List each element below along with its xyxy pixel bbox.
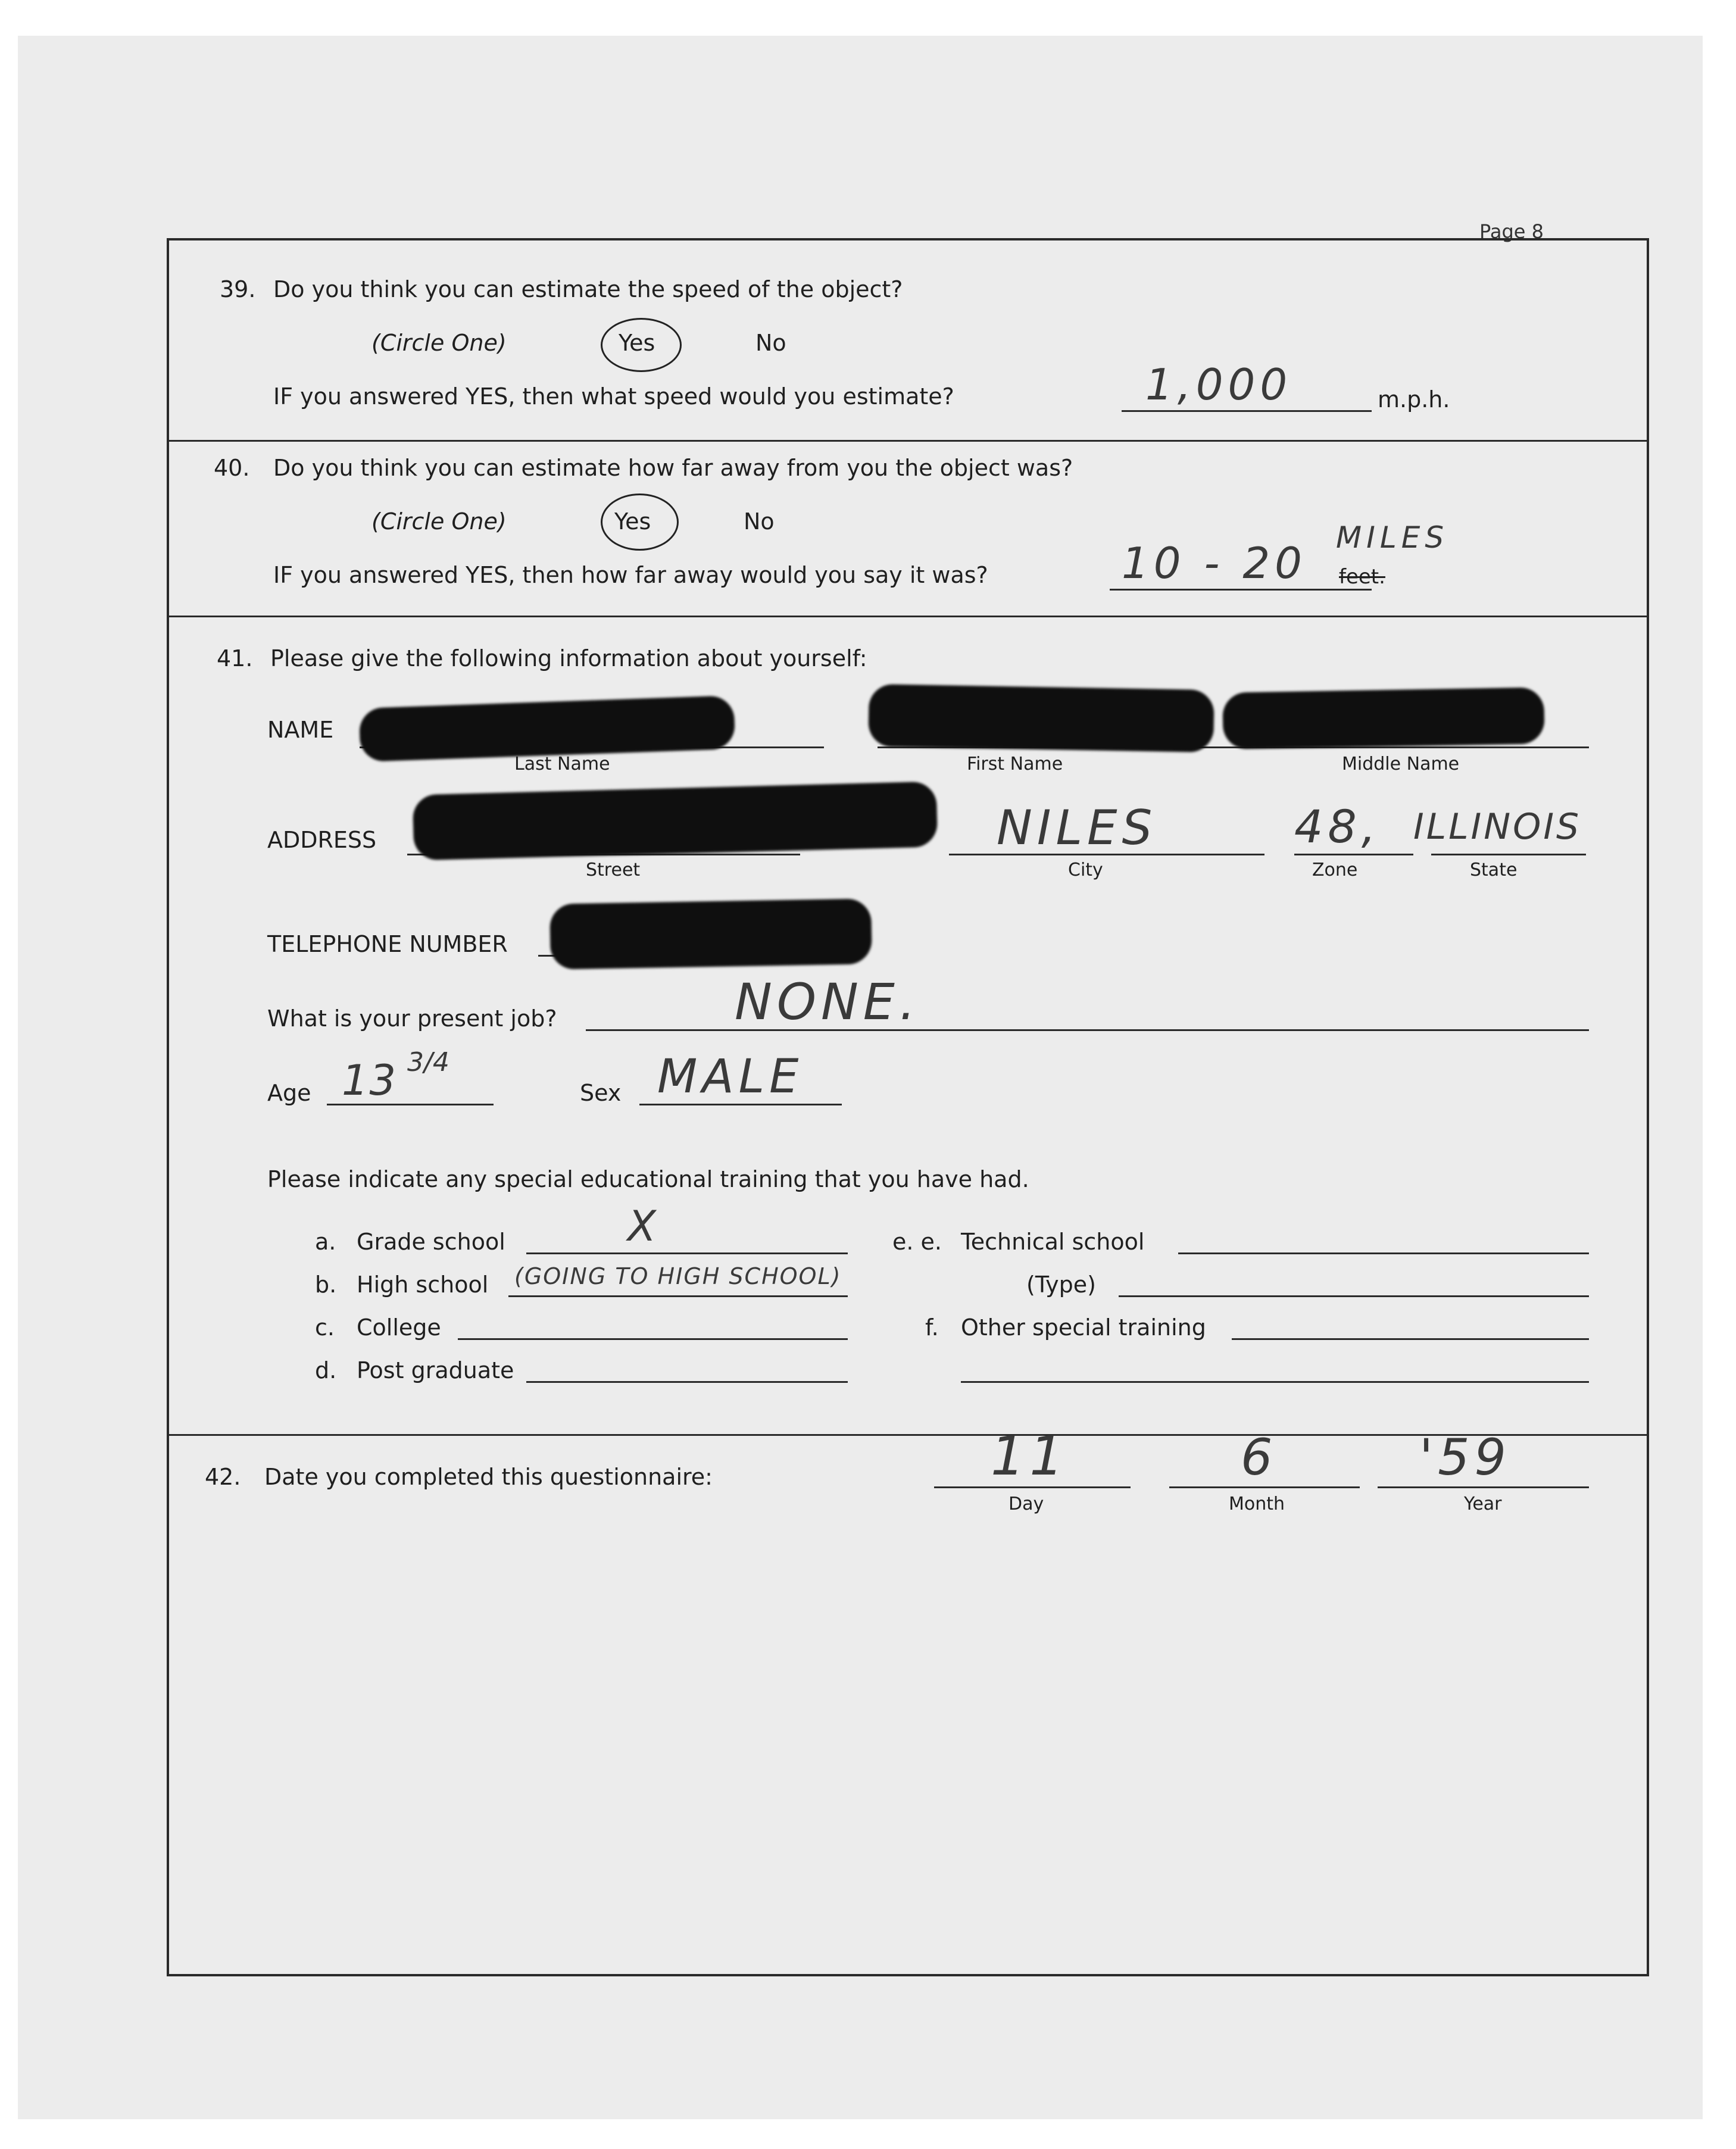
month-label: Month (1229, 1494, 1285, 1514)
city-label: City (1068, 860, 1103, 880)
month-line (1169, 1486, 1360, 1488)
grade-school-line (526, 1252, 848, 1254)
state-line (1431, 854, 1586, 855)
q42-question: Date you completed this questionnaire: (264, 1464, 713, 1490)
college-line[interactable] (458, 1338, 848, 1340)
sex-label: Sex (580, 1080, 622, 1106)
q39-answer-line (1122, 410, 1372, 412)
post-graduate-line[interactable] (526, 1381, 848, 1383)
q39-circle-label: (Circle One) (371, 330, 507, 356)
q39-unit: m.p.h. (1378, 386, 1450, 413)
q40-distance-unit: MILES (1336, 520, 1449, 555)
city-value[interactable]: NILES (997, 800, 1157, 855)
edu-d-letter: d. (315, 1357, 337, 1383)
grade-school-value[interactable]: X (627, 1202, 661, 1251)
edu-f-letter: f. (925, 1314, 939, 1341)
edu-e-letter: e. e. (892, 1229, 942, 1255)
q40-circle-label: (Circle One) (371, 508, 507, 535)
education-intro: Please indicate any special educational training that you have had. (267, 1166, 1029, 1192)
form-box (167, 238, 1649, 1976)
age-value[interactable]: 13 (342, 1056, 398, 1105)
edu-b-label: High school (357, 1272, 489, 1298)
job-value[interactable]: NONE. (735, 973, 920, 1031)
first-name-label: First Name (967, 754, 1063, 774)
q40-yes-option[interactable]: Yes (614, 508, 651, 535)
telephone-label: TELEPHONE NUMBER (267, 931, 508, 957)
street-label: Street (586, 860, 641, 880)
edu-c-label: College (357, 1314, 441, 1341)
last-name-label: Last Name (514, 754, 610, 774)
high-school-line (508, 1295, 848, 1297)
questionnaire-sheet (18, 36, 1703, 2119)
q39-yes-option[interactable]: Yes (619, 330, 655, 356)
q40-number: 40. (214, 455, 250, 481)
state-label: State (1470, 860, 1518, 880)
edu-a-letter: a. (315, 1229, 336, 1255)
edu-b-letter: b. (315, 1272, 337, 1298)
sex-value[interactable]: MALE (657, 1050, 804, 1104)
day-value[interactable]: 11 (991, 1425, 1069, 1488)
zone-label: Zone (1312, 860, 1358, 880)
name-label: NAME (267, 717, 334, 743)
state-value[interactable]: ILLINOIS (1413, 806, 1582, 848)
q40-distance-answer[interactable]: 10 - 20 (1122, 538, 1307, 588)
q39-no-option[interactable]: No (755, 330, 786, 356)
middle-name-label: Middle Name (1342, 754, 1460, 774)
q39-question: Do you think you can estimate the speed of the object? (273, 276, 903, 302)
job-label: What is your present job? (267, 1005, 557, 1032)
divider-39-40 (169, 440, 1647, 442)
redaction-middle-name (1222, 687, 1545, 749)
edu-a-label: Grade school (357, 1229, 505, 1255)
age-label: Age (267, 1080, 311, 1106)
q41-number: 41. (217, 645, 253, 671)
other-training-line-2[interactable] (961, 1381, 1589, 1383)
sex-line (639, 1104, 842, 1105)
edu-f-label: Other special training (961, 1314, 1206, 1341)
year-value[interactable]: '59 (1419, 1428, 1511, 1486)
year-line (1378, 1486, 1589, 1488)
page-label: Page 8 (1479, 220, 1544, 243)
divider-40-41 (169, 616, 1647, 617)
q40-followup: IF you answered YES, then how far away would you say it was? (273, 562, 988, 588)
high-school-value[interactable]: (GOING TO HIGH SCHOOL) (514, 1263, 842, 1289)
edu-e-label: Technical school (961, 1229, 1145, 1255)
q39-number: 39. (220, 276, 256, 302)
year-label: Year (1464, 1494, 1502, 1514)
day-label: Day (1008, 1494, 1044, 1514)
q40-answer-line (1110, 589, 1372, 591)
age-fraction: 3/4 (407, 1047, 449, 1077)
redaction-last-name (359, 695, 736, 762)
redaction-first-name (868, 684, 1214, 752)
q40-question: Do you think you can estimate how far away from you the object was? (273, 455, 1073, 481)
zone-line (1294, 854, 1413, 855)
technical-school-line[interactable] (1178, 1252, 1589, 1254)
zone-value[interactable]: 48, (1294, 800, 1381, 853)
q40-no-option[interactable]: No (744, 508, 775, 535)
month-value[interactable]: 6 (1241, 1428, 1278, 1486)
type-line[interactable] (1119, 1295, 1589, 1297)
redaction-street (413, 782, 938, 861)
q42-number: 42. (205, 1464, 241, 1490)
q41-intro: Please give the following information about yourself: (270, 645, 867, 671)
q39-followup: IF you answered YES, then what speed would you estimate? (273, 383, 954, 410)
edu-d-label: Post graduate (357, 1357, 514, 1383)
q40-struck-unit: feet. (1339, 565, 1385, 589)
type-label: (Type) (1026, 1272, 1096, 1298)
redaction-telephone (549, 898, 872, 969)
other-training-line[interactable] (1232, 1338, 1589, 1340)
address-label: ADDRESS (267, 827, 377, 853)
edu-c-letter: c. (315, 1314, 335, 1341)
q39-speed-answer[interactable]: 1,000 (1145, 360, 1292, 410)
